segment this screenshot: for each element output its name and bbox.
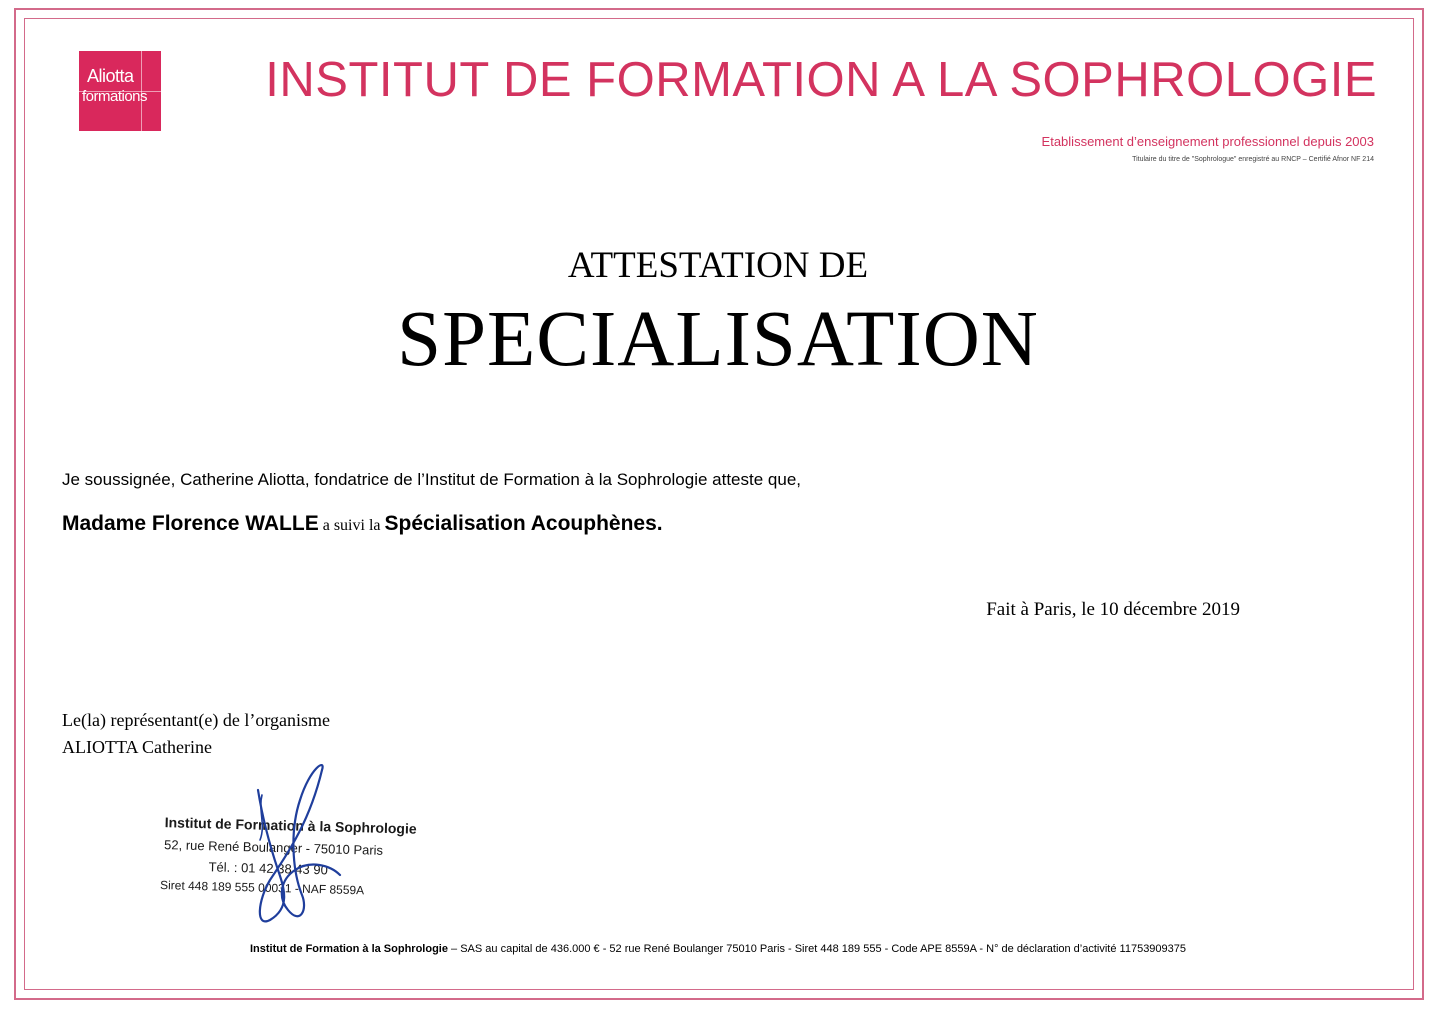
certification-note: Titulaire du titre de "Sophrologue" enregistré au RNCP – Certifié Afnor NF 214 [1132, 156, 1374, 163]
footer-legal [0, 943, 1436, 955]
aliotta-logo [79, 51, 161, 131]
declaration-text: Je soussignée, Catherine Aliotta, fondatrice de l’Institut de Formation à la Sophrologie atteste que, [62, 470, 802, 489]
stamp-line3: Tél. : 01 42 38 43 90 [208, 859, 329, 878]
logo-text-line2: formations [82, 88, 148, 105]
stamp-line1: Institut de Formation à la Sophrologie [164, 814, 417, 837]
connector-text: a suivi la [318, 517, 385, 534]
recipient-name: Madame Florence WALLE [62, 512, 319, 535]
attestation-statement [62, 512, 663, 536]
institute-title: INSTITUT DE FORMATION A LA SOPHROLOGIE [265, 53, 1377, 107]
course-name: Spécialisation Acouphènes. [384, 512, 663, 535]
certificate-heading-line2: SPECIALISATION [397, 296, 1039, 383]
institute-subtitle: Etablissement d’enseignement professionnel depuis 2003 [1041, 134, 1374, 149]
footer-org: Institut de Formation à la Sophrologie [249, 943, 448, 955]
handwritten-signature [240, 760, 360, 930]
place-date: Fait à Paris, le 10 décembre 2019 [986, 599, 1240, 620]
logo-text-line1: Aliotta [87, 66, 134, 86]
signatory-name: ALIOTTA Catherine [62, 737, 213, 757]
stamp-line4: Siret 448 189 555 00031 - NAF 8559A [159, 878, 365, 898]
signatory-role: Le(la) représentant(e) de l’organisme [62, 710, 331, 730]
stamp-line2: 52, rue René Boulanger - 75010 Paris [163, 837, 384, 858]
certificate-heading-line1: ATTESTATION DE [567, 245, 869, 286]
footer-details: – SAS au capital de 436.000 € - 52 rue René Boulanger 75010 Paris - Siret 448 189 555 - Code APE 8559A - N° de déclaration d’activité 11753909375 [447, 943, 1187, 955]
